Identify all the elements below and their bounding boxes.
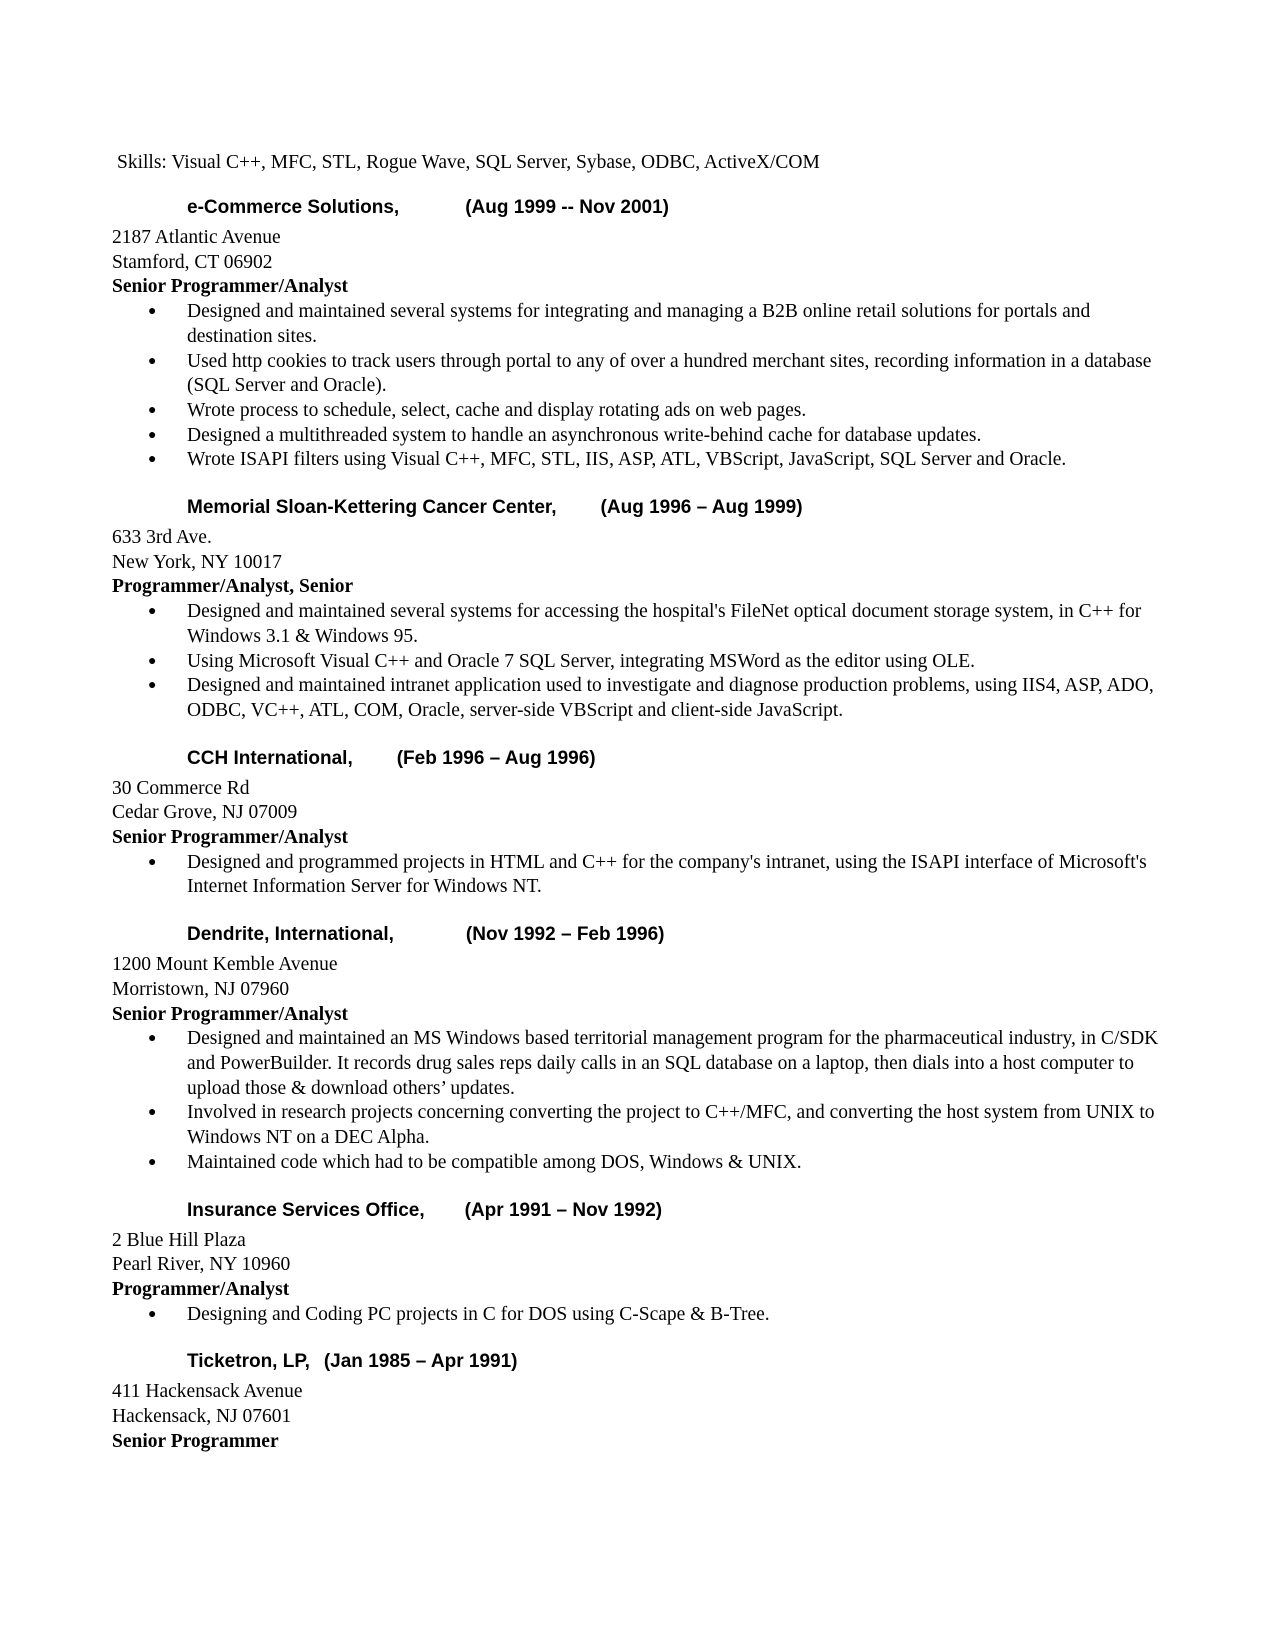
job-heading: [112, 1349, 1172, 1374]
bullet-icon: ●: [148, 353, 157, 369]
bullet-icon: ●: [148, 1105, 157, 1121]
responsibility-item: [112, 674, 1172, 723]
job-entry: [112, 195, 1172, 473]
responsibility-item: [112, 1027, 1172, 1101]
responsibility-item: [112, 650, 1172, 675]
responsibility-text: Designed a multithreaded system to handle an asynchronous write-behind cache for database updates.: [187, 424, 982, 446]
address-line-1: 2187 Atlantic Avenue: [112, 227, 281, 248]
job-list: [112, 195, 1172, 1476]
responsibility-list: [112, 1027, 1172, 1175]
skills-line: Skills: Visual C++, MFC, STL, Rogue Wave, SQL Server, Sybase, ODBC, ActiveX/COM: [117, 152, 820, 173]
responsibility-list: [112, 1303, 1172, 1328]
bullet-icon: ●: [148, 678, 157, 694]
employment-dates: (Apr 1991 – Nov 1992): [464, 1199, 663, 1221]
company-name: e-Commerce Solutions,: [187, 197, 400, 218]
responsibility-list: [112, 600, 1172, 724]
job-title: Senior Programmer/Analyst: [112, 276, 348, 298]
company-name: Insurance Services Office,: [187, 1199, 425, 1221]
job-entry: [112, 1198, 1172, 1328]
job-title: Senior Programmer/Analyst: [112, 827, 348, 849]
bullet-icon: ●: [148, 452, 157, 468]
company-name: Dendrite, International,: [187, 924, 394, 946]
bullet-icon: ●: [148, 854, 157, 870]
bullet-icon: ●: [148, 304, 157, 320]
responsibility-text: Designed and maintained intranet application used to investigate and diagnose production problems, using IIS4, ASP, ADO, ODBC, VC++, ATL, COM, Oracle, server-side VBScript and client-side JavaScript.: [187, 675, 1154, 721]
job-heading: [112, 746, 1172, 771]
responsibility-text: Designed and maintained several systems for accessing the hospital's FileNet optical document storage system, in C++ for Windows 3.1 & Windows 95.: [187, 601, 1142, 647]
employment-dates: (Nov 1992 – Feb 1996): [465, 924, 665, 946]
address-line-2: Morristown, NJ 07960: [112, 978, 290, 1000]
responsibility-item: [112, 1303, 1172, 1328]
address-line-1: 30 Commerce Rd: [112, 777, 250, 799]
employment-dates: (Aug 1996 – Aug 1999): [600, 497, 803, 519]
responsibility-text: Wrote process to schedule, select, cache and display rotating ads on web pages.: [187, 399, 807, 421]
responsibility-item: [112, 448, 1172, 473]
job-heading: [112, 195, 1172, 220]
job-title: Senior Programmer: [112, 1430, 279, 1452]
bullet-icon: ●: [148, 1154, 157, 1170]
bullet-icon: ●: [148, 653, 157, 669]
job-entry: [112, 1349, 1172, 1454]
bullet-icon: ●: [148, 604, 157, 620]
address-line-2: Stamford, CT 06902: [112, 251, 273, 273]
address-line-2: Hackensack, NJ 07601: [112, 1406, 292, 1428]
job-entry: [112, 746, 1172, 901]
address-line-1: 411 Hackensack Avenue: [112, 1381, 303, 1403]
job-heading: [112, 495, 1172, 520]
responsibility-item: [112, 1151, 1172, 1176]
responsibility-item: [112, 350, 1172, 399]
bullet-icon: ●: [148, 1031, 157, 1047]
job-heading: [112, 1198, 1172, 1223]
responsibility-item: [112, 300, 1172, 349]
responsibility-text: Wrote ISAPI filters using Visual C++, MFC, STL, IIS, ASP, ATL, VBScript, JavaScript, SQL Server and Oracle.: [187, 449, 1067, 471]
bullet-icon: ●: [148, 427, 157, 443]
responsibility-item: [112, 600, 1172, 649]
responsibility-item: [112, 851, 1172, 900]
company-name: CCH International,: [187, 747, 353, 769]
responsibility-text: Designed and maintained several systems for integrating and managing a B2B online retail solutions for portals and destination sites.: [187, 301, 1091, 347]
address-line-2: New York, NY 10017: [112, 551, 282, 573]
job-title: Programmer/Analyst, Senior: [112, 576, 354, 598]
bullet-icon: ●: [148, 1306, 157, 1322]
company-name: Ticketron, LP,: [187, 1351, 310, 1373]
bullet-icon: ●: [148, 402, 157, 418]
address-line-2: Cedar Grove, NJ 07009: [112, 802, 298, 824]
address-line-1: 1200 Mount Kemble Avenue: [112, 954, 338, 976]
company-name: Memorial Sloan-Kettering Cancer Center,: [187, 497, 557, 519]
responsibility-text: Involved in research projects concerning converting the project to C++/MFC, and converting the host system from UNIX to Windows NT on a DEC Alpha.: [187, 1102, 1155, 1149]
responsibility-text: Designed and programmed projects in HTML and C++ for the company's intranet, using the ISAPI interface of Microsoft's Internet Information Server for Windows NT.: [187, 851, 1147, 898]
responsibility-list: [112, 300, 1172, 473]
responsibility-item: [112, 1101, 1172, 1150]
responsibility-text: Maintained code which had to be compatible among DOS, Windows & UNIX.: [187, 1151, 802, 1173]
address-line-1: 633 3rd Ave.: [112, 527, 212, 549]
responsibility-text: Designed and maintained an MS Windows based territorial management program for the pharmaceutical industry, in C/SDK and PowerBuilder. It records drug sales reps daily calls in an SQL database on a laptop, then dials into a host computer to upload those & download others’ updates.: [187, 1028, 1159, 1099]
responsibility-text: Designing and Coding PC projects in C for DOS using C-Scape & B-Tree.: [187, 1303, 770, 1325]
address-line-2: Pearl River, NY 10960: [112, 1254, 291, 1276]
employment-dates: (Feb 1996 – Aug 1996): [396, 747, 596, 769]
job-entry: [112, 495, 1172, 724]
job-title: Senior Programmer/Analyst: [112, 1003, 348, 1025]
responsibility-item: [112, 399, 1172, 424]
responsibility-item: [112, 424, 1172, 449]
employment-dates: (Jan 1985 – Apr 1991): [323, 1351, 518, 1373]
responsibility-text: Used http cookies to track users through portal to any of over a hundred merchant sites, recording information in a database (SQL Server and Oracle).: [187, 350, 1152, 397]
responsibility-text: Using Microsoft Visual C++ and Oracle 7 SQL Server, integrating MSWord as the editor using OLE.: [187, 650, 976, 672]
responsibility-list: [112, 851, 1172, 900]
job-heading: [112, 922, 1172, 947]
address-line-1: 2 Blue Hill Plaza: [112, 1229, 246, 1251]
job-entry: [112, 922, 1172, 1175]
job-title: Programmer/Analyst: [112, 1278, 290, 1300]
employment-dates: (Aug 1999 -- Nov 2001): [465, 197, 670, 218]
